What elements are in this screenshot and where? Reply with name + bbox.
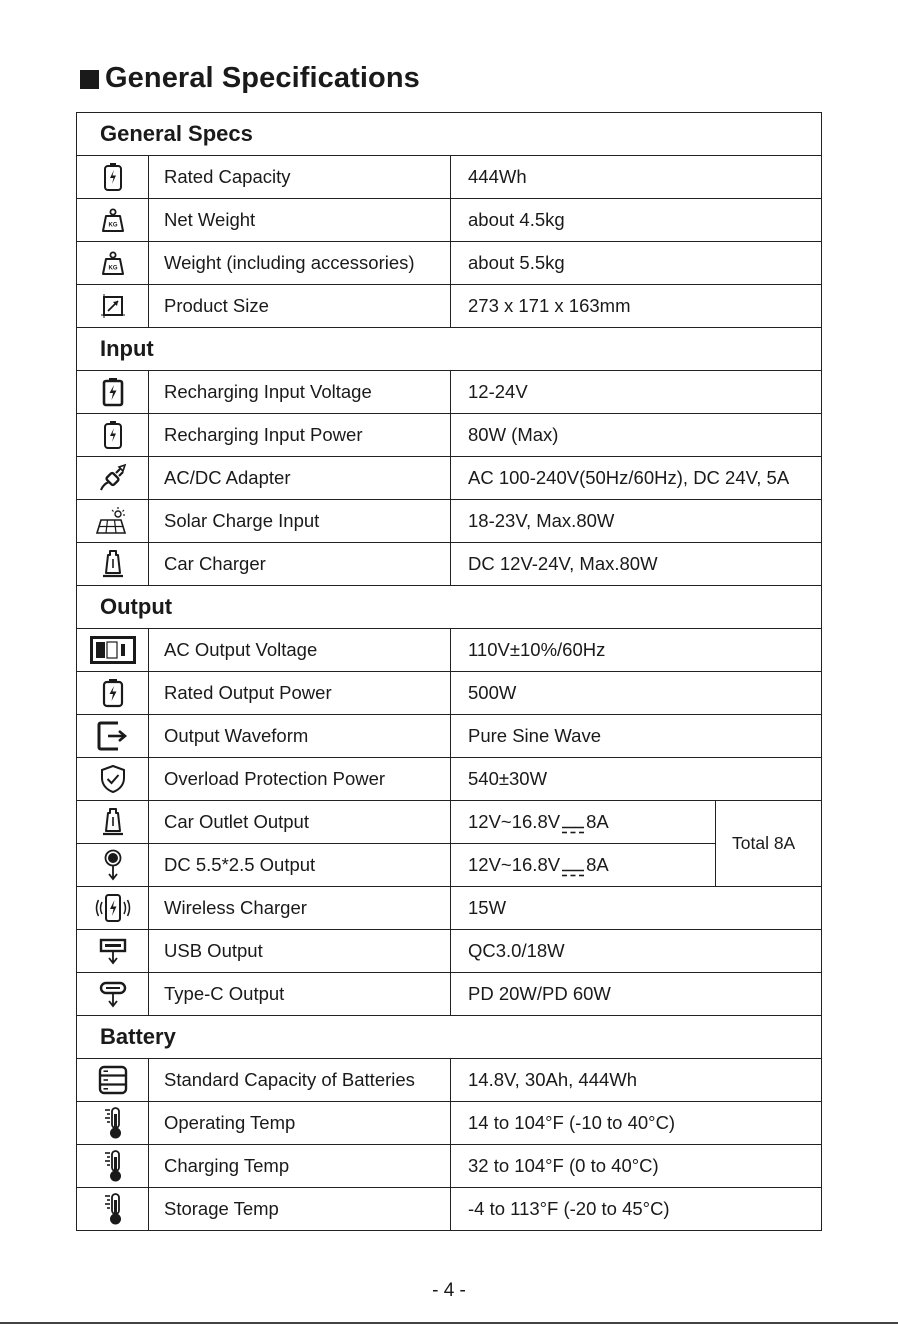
spec-row-ac-dc-adapter: [77, 457, 822, 500]
spec-label: Rated Capacity: [149, 156, 451, 199]
solar-panel-icon: [77, 506, 148, 536]
spec-row-solar-charge-input: [77, 500, 822, 543]
spec-value: about 5.5kg: [451, 242, 822, 285]
battery-charge-icon: [77, 420, 148, 450]
dc-port-icon: [77, 849, 148, 881]
spec-row-storage-temp: [77, 1188, 822, 1231]
spec-row-usb-output: [77, 930, 822, 973]
spec-label: Standard Capacity of Batteries: [149, 1059, 451, 1102]
battery-charge-icon: [77, 377, 148, 407]
section-header-battery: [77, 1016, 822, 1059]
spec-label: Recharging Input Power: [149, 414, 451, 457]
battery-charge-icon: [77, 162, 148, 192]
spec-label: Car Charger: [149, 543, 451, 586]
spec-row-charging-temp: [77, 1145, 822, 1188]
spec-row-weight-with-accessories: [77, 242, 822, 285]
spec-value: 18-23V, Max.80W: [451, 500, 822, 543]
specifications-table: [76, 112, 822, 1231]
spec-value: 110V±10%/60Hz: [451, 629, 822, 672]
spec-row-overload-protection: [77, 758, 822, 801]
dc-symbol-icon: [562, 818, 584, 828]
page-title: General Specifications: [105, 61, 420, 94]
heading-square-bullet: [80, 70, 99, 89]
spec-row-car-charger: [77, 543, 822, 586]
spec-label: Output Waveform: [149, 715, 451, 758]
spec-label: Recharging Input Voltage: [149, 371, 451, 414]
svg-text:KG: KG: [108, 222, 117, 229]
spec-label: Storage Temp: [149, 1188, 451, 1231]
spec-value: 15W: [451, 887, 822, 930]
spec-row-rated-capacity: [77, 156, 822, 199]
spec-row-type-c-output: [77, 973, 822, 1016]
battery-stack-icon: [77, 1064, 148, 1096]
spec-value: 14.8V, 30Ah, 444Wh: [451, 1059, 822, 1102]
spec-label: Car Outlet Output: [149, 801, 451, 844]
spec-label: Net Weight: [149, 199, 451, 242]
car-charger-icon: [77, 549, 148, 579]
spec-value: DC 12V-24V, Max.80W: [451, 543, 822, 586]
section-header-general: [77, 113, 822, 156]
spec-value: 14 to 104°F (-10 to 40°C): [451, 1102, 822, 1145]
spec-value: PD 20W/PD 60W: [451, 973, 822, 1016]
spec-label: Type-C Output: [149, 973, 451, 1016]
spec-value: 273 x 171 x 163mm: [451, 285, 822, 328]
spec-row-ac-output-voltage: [77, 629, 822, 672]
spec-value: 12-24V: [451, 371, 822, 414]
spec-value: Pure Sine Wave: [451, 715, 822, 758]
voltage-range: 12V~16.8V: [468, 854, 561, 875]
spec-value: -4 to 113°F (-20 to 45°C): [451, 1188, 822, 1231]
page-heading: [80, 58, 420, 98]
spec-row-dc-output: [77, 844, 822, 887]
type-c-port-icon: [77, 980, 148, 1008]
spec-row-operating-temp: [77, 1102, 822, 1145]
wireless-charger-icon: [77, 893, 148, 923]
spec-label: USB Output: [149, 930, 451, 973]
current-value: 8A: [586, 811, 609, 832]
spec-label: DC 5.5*2.5 Output: [149, 844, 451, 887]
page-number: - 4 -: [432, 1280, 466, 1301]
thermometer-icon: [77, 1149, 148, 1183]
spec-row-car-outlet-output: [77, 801, 822, 844]
ac-outlet-icon: [77, 636, 148, 664]
output-waveform-icon: [77, 720, 148, 752]
weight-kg-icon: [77, 250, 148, 276]
plug-icon: [77, 463, 148, 493]
section-title-output: Output: [77, 586, 822, 629]
section-header-input: [77, 328, 822, 371]
shield-check-icon: [77, 764, 148, 794]
spec-row-wireless-charger: [77, 887, 822, 930]
thermometer-icon: [77, 1192, 148, 1226]
spec-row-rated-output-power: [77, 672, 822, 715]
battery-charge-icon: [77, 678, 148, 708]
spec-value: [451, 801, 716, 844]
spec-label: Solar Charge Input: [149, 500, 451, 543]
spec-label: Product Size: [149, 285, 451, 328]
spec-row-net-weight: [77, 199, 822, 242]
current-value: 8A: [586, 854, 609, 875]
dc-symbol-icon: [562, 861, 584, 871]
spec-label: AC/DC Adapter: [149, 457, 451, 500]
spec-row-recharging-input-voltage: [77, 371, 822, 414]
spec-value: 32 to 104°F (0 to 40°C): [451, 1145, 822, 1188]
section-title-general: General Specs: [77, 113, 822, 156]
spec-label: Wireless Charger: [149, 887, 451, 930]
page-bottom-divider: [0, 1322, 898, 1324]
spec-label: Operating Temp: [149, 1102, 451, 1145]
spec-value: 500W: [451, 672, 822, 715]
spec-row-output-waveform: [77, 715, 822, 758]
spec-value: 80W (Max): [451, 414, 822, 457]
section-header-output: [77, 586, 822, 629]
spec-label: Overload Protection Power: [149, 758, 451, 801]
usb-port-icon: [77, 937, 148, 965]
section-title-battery: Battery: [77, 1016, 822, 1059]
weight-kg-icon: [77, 207, 148, 233]
spec-row-battery-capacity: [77, 1059, 822, 1102]
spec-value: 540±30W: [451, 758, 822, 801]
svg-text:KG: KG: [108, 265, 117, 272]
spec-value: 444Wh: [451, 156, 822, 199]
dimension-icon: [77, 293, 148, 319]
voltage-range: 12V~16.8V: [468, 811, 561, 832]
spec-value: AC 100-240V(50Hz/60Hz), DC 24V, 5A: [451, 457, 822, 500]
thermometer-icon: [77, 1106, 148, 1140]
spec-label: Charging Temp: [149, 1145, 451, 1188]
spec-value: about 4.5kg: [451, 199, 822, 242]
car-charger-icon: [77, 807, 148, 837]
spec-value: QC3.0/18W: [451, 930, 822, 973]
spec-label: AC Output Voltage: [149, 629, 451, 672]
spec-label: Rated Output Power: [149, 672, 451, 715]
total-current-note: Total 8A: [716, 801, 822, 887]
spec-row-product-size: [77, 285, 822, 328]
section-title-input: Input: [77, 328, 822, 371]
spec-label: Weight (including accessories): [149, 242, 451, 285]
spec-row-recharging-input-power: [77, 414, 822, 457]
spec-value: [451, 844, 716, 887]
